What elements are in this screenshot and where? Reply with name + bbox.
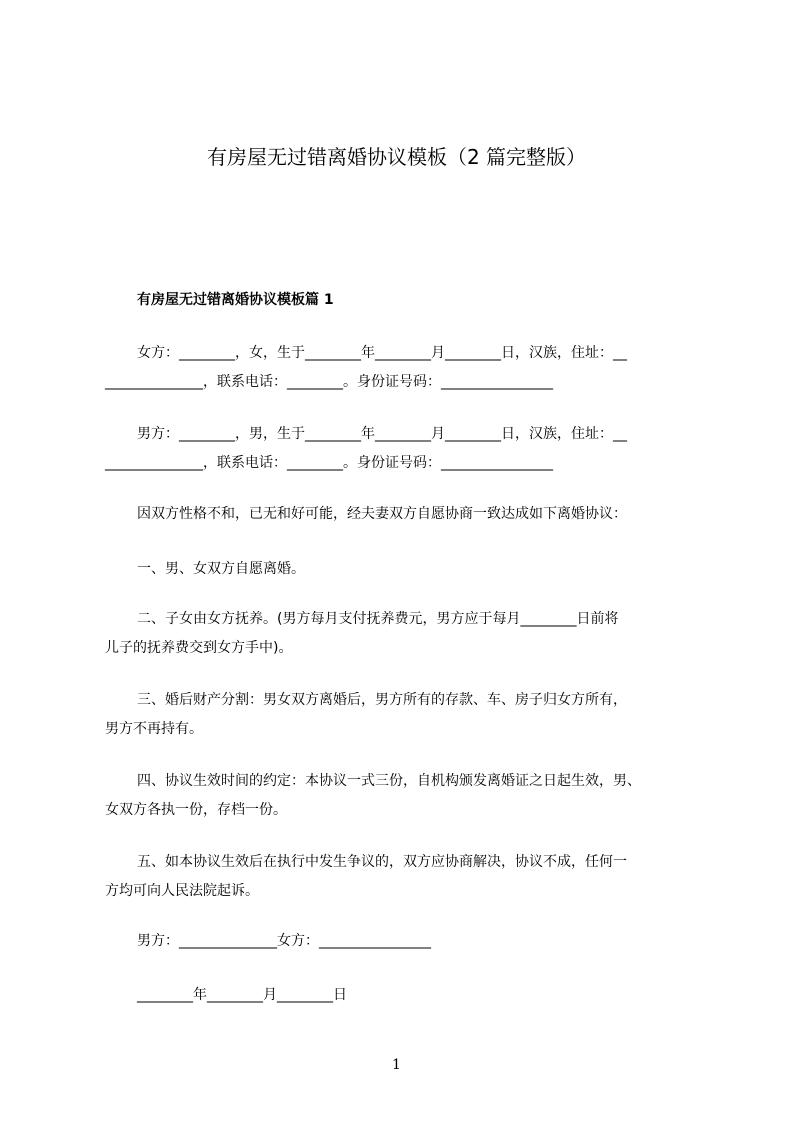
female-party-line-1: 女方：________，女，生于________年________月________日，汉族，住址：__ bbox=[137, 345, 627, 361]
signature-line: 男方：______________女方：________________ bbox=[137, 933, 431, 949]
clause-4-line-1: 四、协议生效时间的约定：本协议一式三份，自机构颁发离婚证之日起生效，男、 bbox=[137, 773, 641, 789]
male-party-paragraph bbox=[105, 420, 705, 478]
clause-3-line-2: 男方不再持有。 bbox=[105, 721, 203, 737]
clause-3 bbox=[105, 686, 705, 744]
male-party-line-2: ______________，联系电话：________。身份证号码：________________ bbox=[105, 455, 553, 471]
male-party-line-1: 男方：________，男，生于________年________月________日，汉族，住址：__ bbox=[137, 426, 627, 442]
clause-1: 一、男、女双方自愿离婚。 bbox=[137, 561, 305, 577]
female-party-paragraph bbox=[105, 339, 705, 397]
clause-5-line-1: 五、如本协议生效后在执行中发生争议的，双方应协商解决，协议不成，任何一 bbox=[137, 854, 627, 870]
clause-2-line-2: 儿子的抚养费交到女方手中)。 bbox=[105, 640, 293, 656]
clause-2 bbox=[105, 605, 705, 663]
document-title: 有房屋无过错离婚协议模板（2 篇完整版） bbox=[206, 145, 587, 169]
page-number: 1 bbox=[392, 1057, 401, 1073]
clause-4 bbox=[105, 767, 705, 825]
clause-5 bbox=[105, 848, 705, 906]
clause-5-line-2: 方均可向人民法院起诉。 bbox=[105, 883, 259, 899]
clause-3-line-1: 三、婚后财产分割：男女双方离婚后，男方所有的存款、车、房子归女方所有， bbox=[137, 692, 627, 708]
section-heading: 有房屋无过错离婚协议模板篇 1 bbox=[137, 292, 334, 308]
clause-4-line-2: 女双方各执一份，存档一份。 bbox=[105, 802, 287, 818]
female-party-line-2: ______________，联系电话：________。身份证号码：________________ bbox=[105, 374, 553, 390]
date-line: ________年________月________日 bbox=[137, 987, 347, 1003]
preamble-paragraph: 因双方性格不和，已无和好可能，经夫妻双方自愿协商一致达成如下离婚协议： bbox=[137, 506, 627, 522]
clause-2-line-1: 二、子女由女方抚养。(男方每月支付抚养费元，男方应于每月________日前将 bbox=[137, 611, 619, 627]
